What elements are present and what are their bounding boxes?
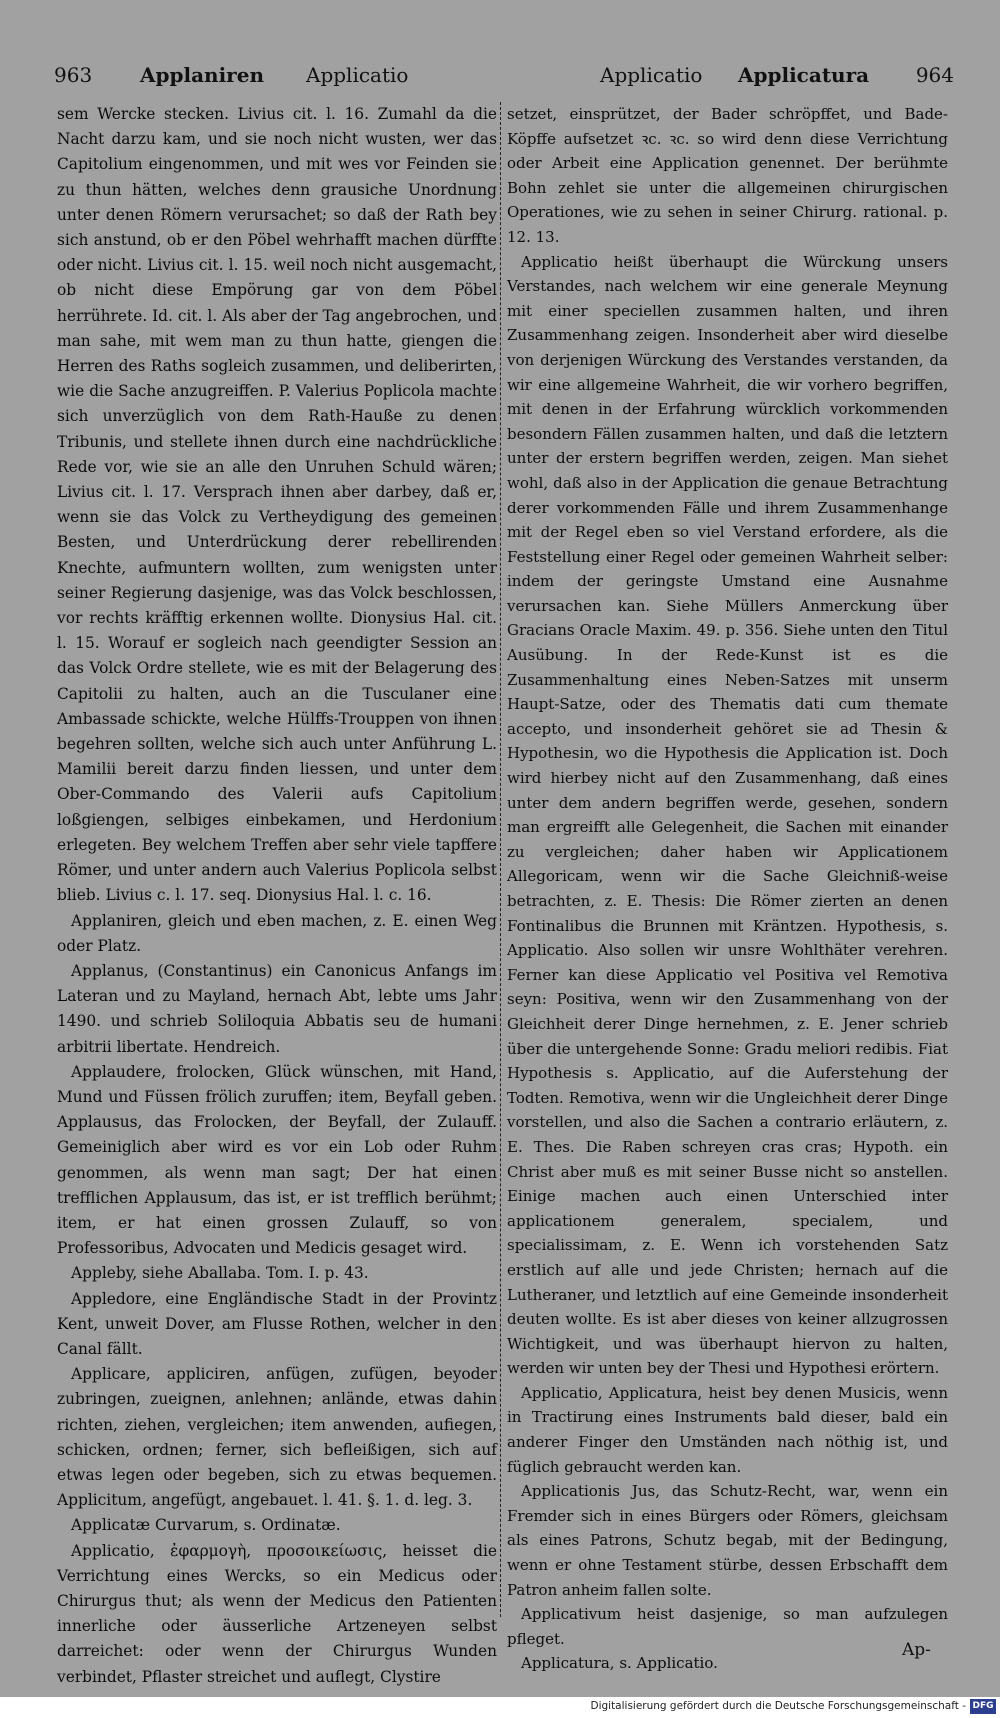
digitization-footer [0,1697,1000,1718]
entry-applaudere: Applaudere, frolocken, Glück wünschen, mit Hand, Mund und Füssen frölich zuruffen; item, Beyfall geben. Applausus, das Frolocken, der Beyfall, der Zulauff. Gemeiniglich aber wird es vor ein Lob oder Ruhm genommen, als wenn man sagt; Der hat einen trefflichen Applausum, das ist, er ist trefflich berühmt; item, er hat einen grossen Zulauff, so von Professoribus, Advocaten und Medicis gesaget wird. [57,1062,497,1258]
right-header-last-word: Applicatura [738,63,870,87]
entry-applicatura: Applicatura, s. Applicatio. [521,1654,718,1673]
running-header [54,63,954,97]
left-header-last-word: Applicatio [306,63,409,87]
entry-applicatio-logic: Applicatio heißt überhaupt die Würckung unsers Verstandes, nach welchem wir eine generale Meynung mit einer speciellen zusammen halten, und ihren Zusammenhang zeigen. Insonderheit aber wird dieselbe von derjenigen Würckung des Verstandes verstanden, da wir eine allgemeine Wahrheit, die wir vorhero begriffen, mit denen in der Erfahrung würcklich vorkommenden besondern Fällen zusammen halten, und daß die letztern unter der erstern begriffen werden, zeigen. Man siehet wohl, daß also in der Application die genaue Betrachtung derer vorkommenden Fälle und ihrem Zusammenhange mit der Regel eben so viel Verstand erfordere, als die Feststellung einer Regel oder gemeinen Wahrheit selber: indem der geringste Umstand eine Ausnahme verursachen kan. Siehe Müllers Anmerckung über Gracians Oracle Maxim. 49. p. 356. Siehe unten den Titul Ausübung. In der Rede-Kunst ist es die Zusammenhaltung eines Neben-Satzes mit unserm Haupt-Satze, oder des Thematis dati cum themate accepto, und insonderheit gehöret sie ad Thesin & Hypothesin, wo die Hypothesis die Application ist. Doch wird hierbey nicht auf den Zusammenhang, daß eines unter dem andern begriffen werde, gesehen, sondern man ergreifft alle Gelegenheit, die Sachen mit einander zu vergleichen; daher haben wir Applicationem Allegoricam, wenn wir die Sache Gleichniß-weise betrachten, z. E. Thesis: Die Römer zierten an denen Fontinalibus die Brunnen mit Kräntzen. Hypothesis, s. Applicatio. Also sollen wir unsre Wohlthäter verehren. Ferner kan diese Applicatio vel Positiva vel Remotiva seyn: Positiva, wenn wir den Zusammenhang von der Gleichheit derer Dinge hernehmen, z. E. Jener schrieb über die untergehende Sonne: Gradu meliori redibis. Fiat Hypothesis s. Applicatio, auf die Auferstehung der Todten. Remotiva, wenn wir die Ungleichheit derer Dinge vorstellen, und also die Sachen a contrario erläutern, z. E. Thes. Die Raben schreyen cras cras; Hypoth. ein Christ aber muß es mit seiner Busse nicht so anstellen. Einige machen auch einen Unterschied inter applicationem generalem, specialem, und specialissimam, z. E. Wenn ich vorstehenden Satz erstlich auf alle und jede Christen; hernach auf die Lutheraner, und letztlich auf eine Gemeinde insonderheit deuten wollte. Es ist aber dieses von keiner allzugrossen Wichtigkeit, und was überhaupt hiervon zu halten, werden wir unten bey der Thesi und Hypothesi erörtern. [507,252,948,1378]
right-header-first-word: Applicatio [600,63,703,87]
left-column [57,102,497,1690]
entry-paragraph: sem Wercke stecken. Livius cit. l. 16. Zumahl da die Nacht darzu kam, und sie noch nicht wusten, wer das Capitolium eingenommen, und mit wes vor Feinden sie zu thun hätten, welches denn grausiche Unordnung unter denen Römern verursachet; so daß der Rath bey sich anstund, ob er den Pöbel wehrhafft machen dürffte oder nicht. Livius cit. l. 15. weil noch nicht ausgemacht, ob nicht diese Empörung gar von dem Pöbel herrührete. Id. cit. l. Als aber der Tag angebrochen, und man sahe, mit wem man zu thun hatte, giengen die Herren des Raths sogleich zusammen, und deliberirten, wie die Sache anzugreiffen. P. Valerius Poplicola machte sich unverzüglich von dem Rath-Hauße zu denen Tribunis, und stellete ihnen durch eine nachdrückliche Rede vor, wie sie an alle den Unruhen Schuld wären; Livius cit. l. 17. Versprach ihnen aber darbey, daß er, wenn sie das Volck zu Vertheydigung des gemeinen Besten, und Unterdrückung derer rebellirenden Knechte, aufmuntern wollten, zum wenigsten unter seiner Regierung dasjenige, was das Volck beschlossen, vor rechts kräfftig erkennen wollte. Dionysius Hal. cit. l. 15. Worauf er sogleich nach geendigter Session an das Volck Ordre stellete, wie es mit der Belagerung des Capitolii zu halten, auch an die Tusculaner eine Ambassade schickte, welche Hülffs-Trouppen von ihnen begehren sollten, welche sich auch unter Anführung L. Mamilii bereit darzu finden liessen, und unter dem Ober-Commando des Valerii aufs Capitolium loßgiengen, selbiges einbekamen, und Herdonium erlegeten. Bey welchem Treffen aber sehr viele tapffere Römer, und unter andern auch Valerius Poplicola selbst blieb. Livius c. l. 17. seq. Dionysius Hal. l. c. 16. [57,105,497,905]
entry-applicatio-music: Applicatio, Applicatura, heist bey denen Musicis, wenn in Tractirung eines Instruments bald dieser, bald ein anderer Finger den Umständen nach nöthig ist, und füglich gebraucht werden kan. [507,1383,948,1476]
entry-paragraph-continued: setzet, einsprützet, der Bader schröpffet, und Bade-Köpffe aufsetzet ꝛc. ꝛc. so wird denn diese Verrichtung oder Arbeit eine Application genennet. Der berühmte Bohn zehlet sie unter die allgemeinen chirurgischen Operationes, wie zu sehen in seiner Chirurg. rational. p. 12. 13. [507,105,948,246]
entry-applicativum: Applicativum heist dasjenige, so man aufzulegen pfleget. [507,1605,948,1648]
entry-applicare: Applicare, appliciren, anfügen, zufügen, beyoder zubringen, zueignen, anlehnen; anlände, etwas dahin richten, ziehen, vergleichen; item anwenden, aufiegen, schicken, ordnen; ferner, sich befleißigen, sich auf etwas legen oder begeben, sich zu etwas bequemen. Applicitum, angefügt, angebauet. l. 41. §. 1. d. leg. 3. [57,1365,497,1510]
left-header-first-word: Applaniren [140,63,264,87]
entry-appledore: Appledore, eine Engländische Stadt in der Provintz Kent, unweit Dover, am Flusse Rothen, welcher in den Canal fällt. [57,1289,497,1358]
column-divider [500,102,501,1617]
entry-applicatio-medical: Applicatio, ἐφαρμογὴ, προσοικείωσις, heisset die Verrichtung eines Wercks, so ein Medicus oder Chirurgus thut; als wenn der Medicus den Patienten innerliche oder äusserliche Artzeneyen selbst darreichet: oder wenn der Chirurgus Wunden verbindet, Pflaster streichet und auflegt, Clystire [57,1541,497,1686]
funding-credit: Digitalisierung gefördert durch die Deutsche Forschungsgemeinschaft - [590,1700,966,1712]
entry-applicatae-curvarum: Applicatæ Curvarum, s. Ordinatæ. [71,1516,341,1535]
left-page-number: 963 [54,63,93,87]
entry-appleby: Appleby, siehe Aballaba. Tom. I. p. 43. [71,1264,369,1283]
right-column [507,102,948,1676]
entry-applanus: Applanus, (Constantinus) ein Canonicus Anfangs im Lateran und zu Mayland, hernach Abt, lebte ums Jahr 1490. und schrieb Soliloquia Abbatis seu de humani arbitrii libertate. Hendreich. [57,961,497,1056]
catchword: Ap- [902,1640,931,1660]
entry-applaniren: Applaniren, gleich und eben machen, z. E. einen Weg oder Platz. [57,911,497,955]
dfg-logo: DFG [970,1699,996,1714]
entry-applicationis-jus: Applicationis Jus, das Schutz-Recht, war, wenn ein Fremder sich in eines Bürgers oder Römers, gleichsam als eines Patrons, Schutz begab, mit der Bedingung, wenn er ohne Testament stürbe, dessen Erbschafft dem Patron anheim fallen solte. [507,1482,948,1599]
right-page-number: 964 [915,63,954,87]
